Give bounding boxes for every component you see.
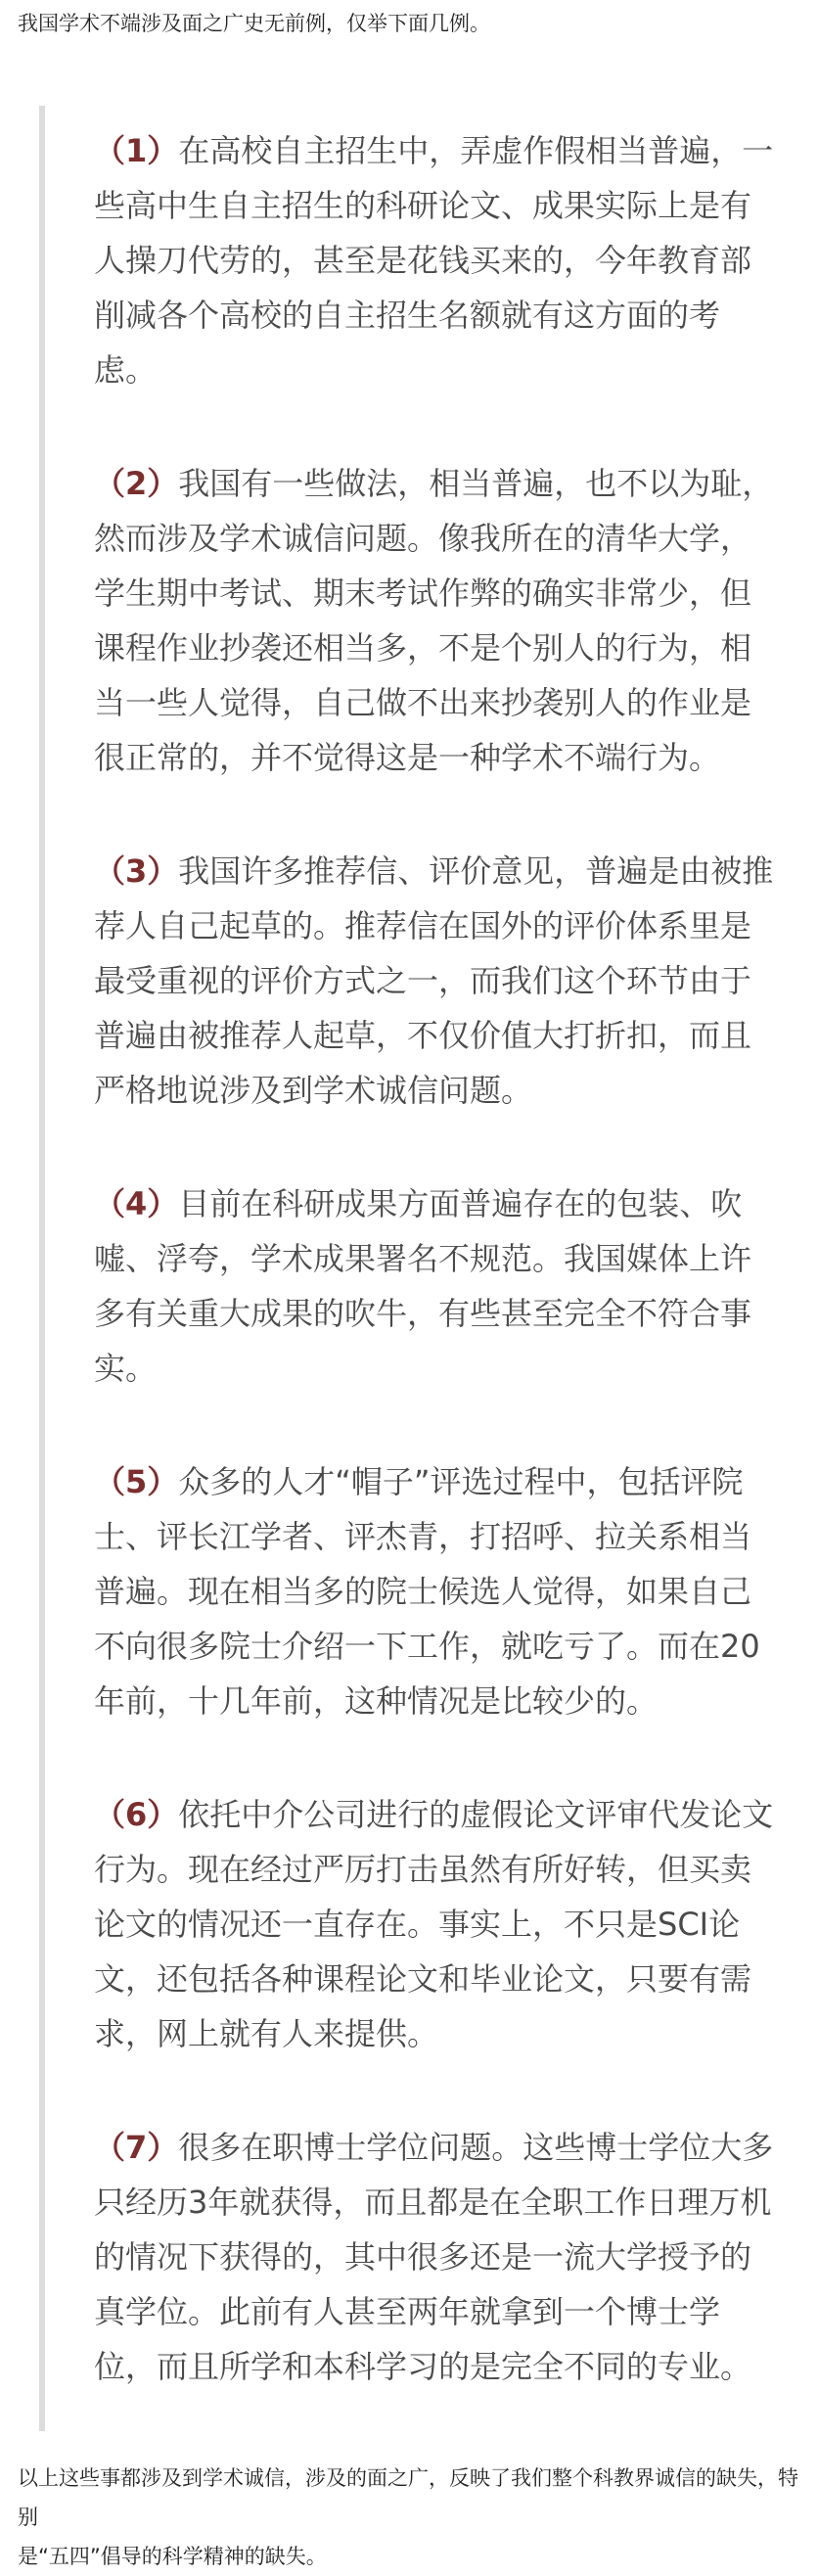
paragraph-text: 我国许多推荐信、评价意见，普遍是由被推 荐人自己起草的。推荐信在国外的评价体系里是 最受重视的评价方式之一，而我们这个环节由于 普遍由被推荐人起草，不仅价值大打折扣，而且 严格地说涉及到学术诚信问题。 bbox=[94, 852, 774, 1109]
intro-text: 我国学术不端涉及面之广史无前例，仅举下面几例。 bbox=[18, 12, 490, 35]
quote-block bbox=[39, 106, 775, 2431]
paragraph-text: 在高校自主招生中，弄虚作假相当普遍，一 些高中生自主招生的科研论文、成果实际上是有 人操刀代劳的，甚至是花钱买来的，今年教育部 削减各个高校的自主招生名额就有这方面的考 虑。 bbox=[94, 132, 774, 389]
paragraph-number: （5） bbox=[94, 1463, 179, 1500]
paragraph-5 bbox=[94, 1454, 798, 1728]
paragraph-text: 目前在科研成果方面普遍存在的包装、吹 嘘、浮夸，学术成果署名不规范。我国媒体上许 多有关重大成果的吹牛，有些甚至完全不符合事 实。 bbox=[94, 1185, 752, 1387]
paragraph-number: （2） bbox=[94, 465, 179, 502]
paragraph-4 bbox=[94, 1176, 798, 1396]
outro-text: 以上这些事都涉及到学术诚信，涉及的面之广，反映了我们整个科教界诚信的缺失，特别 是“五四”倡导的科学精神的缺失。 bbox=[18, 2466, 798, 2568]
paragraph-number: （1） bbox=[94, 132, 179, 169]
paragraph-1 bbox=[94, 123, 798, 397]
paragraph-text: 很多在职博士学位问题。这些博士学位大多 只经历3年就获得，而且都是在全职工作日理万机 的情况下获得的，其中很多还是一流大学授予的 真学位。此前有人甚至两年就拿到一个博士学 位，而且所学和本科学习的是完全不同的专业。 bbox=[94, 2129, 774, 2385]
paragraph-2 bbox=[94, 456, 798, 785]
paragraph-number: （6） bbox=[94, 1796, 179, 1833]
paragraph-number: （3） bbox=[94, 852, 179, 890]
paragraph-7 bbox=[94, 2120, 798, 2394]
paragraph-text: 依托中介公司进行的虚假论文评审代发论文 行为。现在经过严厉打击虽然有所好转，但买卖 论文的情况还一直存在。事实上，不只是SCI论 文，还包括各种课程论文和毕业论文，只要有需 求，网上就有人来提供。 bbox=[94, 1796, 774, 2052]
paragraph-text: 众多的人才“帽子”评选过程中，包括评院 士、评长江学者、评杰青，打招呼、拉关系相当 普遍。现在相当多的院士候选人觉得，如果自己 不向很多院士介绍一下工作，就吃亏了。而在20 年前，十几年前，这种情况是比较少的。 bbox=[94, 1463, 760, 1720]
paragraph-6 bbox=[94, 1787, 798, 2061]
paragraph-number: （7） bbox=[94, 2129, 179, 2166]
paragraph-text: 我国有一些做法，相当普遍，也不以为耻， 然而涉及学术诚信问题。像我所在的清华大学， 学生期中考试、期末考试作弊的确实非常少，但 课程作业抄袭还相当多，不是个别人的行为，相 当一些人觉得，自己做不出来抄袭别人的作业是 很正常的，并不觉得这是一种学术不端行为。 bbox=[94, 465, 774, 776]
paragraph-3 bbox=[94, 844, 798, 1118]
paragraph-number: （4） bbox=[94, 1185, 179, 1222]
